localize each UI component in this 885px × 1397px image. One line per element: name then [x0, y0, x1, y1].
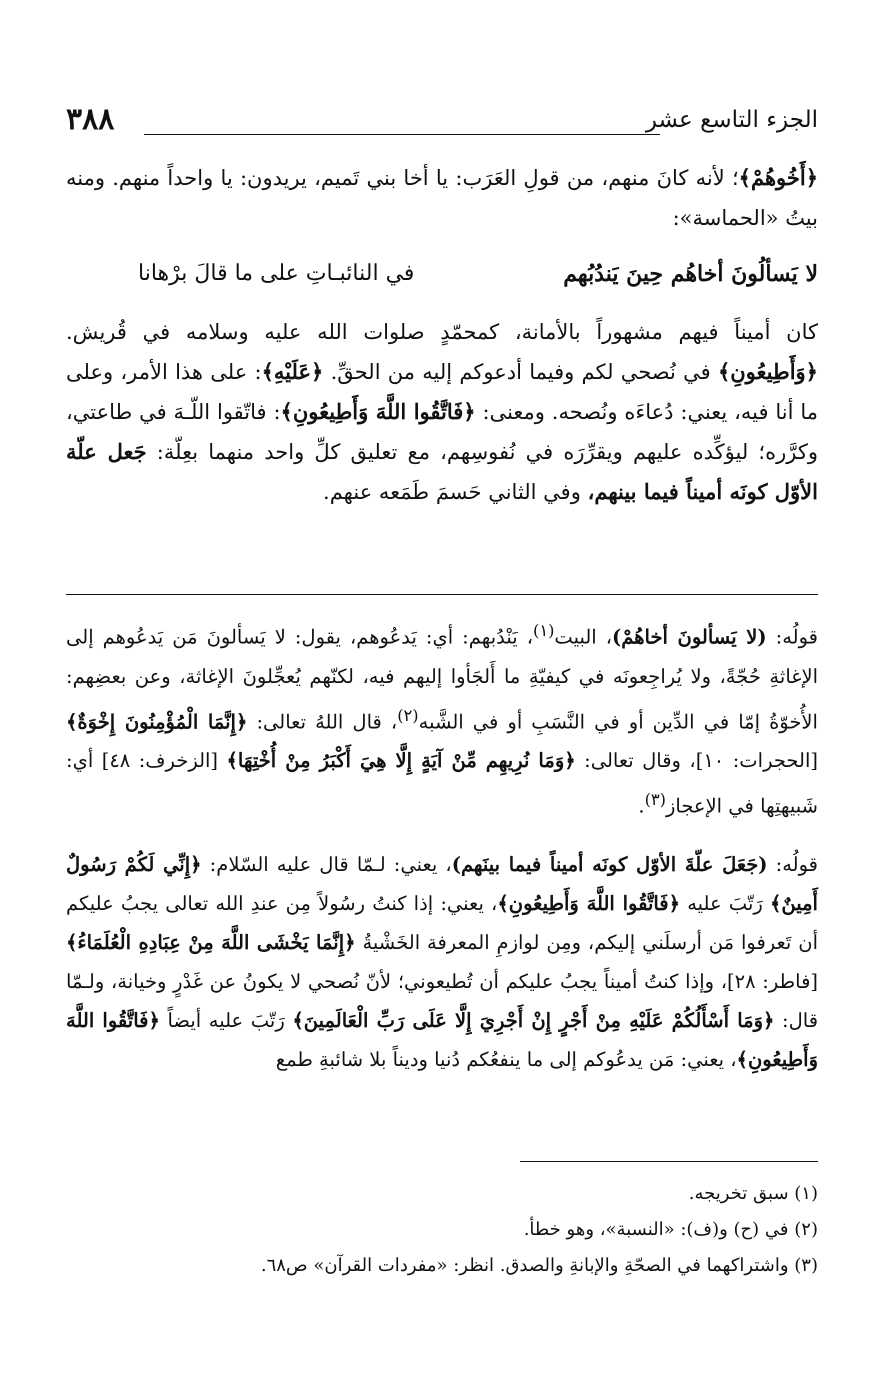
gloss-paragraph-2: [66, 845, 818, 1079]
text-run: [الحجرات: ١٠]، وقال تعالى:: [584, 749, 818, 772]
text-run: ، يعني: إذا كنتُ رسُولاً مِن عندِ الله تعالى يجبُ عليكم أن تَعرفوا مَن أرسلَني إليكم، ومِن لوازمِ المعرفة الخَشْيةُ: [66, 892, 818, 954]
footnote-ref[interactable]: (١): [533, 621, 555, 640]
gloss-paragraph-1: [66, 611, 818, 826]
text-run: ، البيت: [554, 625, 613, 649]
footnote-item: [66, 1212, 818, 1248]
text-run: قولُه:: [775, 625, 818, 649]
footnote-number: (٢): [794, 1219, 818, 1240]
text-run: قولُه:: [775, 853, 819, 876]
footnote-text: سبق تخريجه.: [688, 1183, 789, 1204]
quran-quote: ﴿إِنَّمَا يَخْشَى اللَّهَ مِنْ عِبَادِهِ الْعُلَمَاءُ﴾: [66, 931, 356, 954]
footnote-ref[interactable]: (٢): [397, 705, 419, 725]
quran-quote: ﴿إِنِّي لَكُمْ رَسُولٌ أَمِينٌ﴾: [66, 853, 818, 915]
footnote-number: (٣): [794, 1255, 818, 1276]
running-header: [66, 100, 818, 144]
quoted-lemma: (لا يَسألونَ أخاهُمْ): [612, 625, 767, 649]
running-title: الجزء التاسع عشر: [645, 107, 818, 133]
footnote-number: (١): [794, 1183, 818, 1204]
footnote-text: واشتراكهما في الصحّةِ والإبانةِ والصدق. انظر: «مفردات القرآن» ص٦٨.: [260, 1255, 789, 1276]
text-run: ؛ لأنه كانَ منهم، من قولِ العَرَب: يا أخا بني تَميم، يريدون: يا واحداً منهم. ومنه بيتُ «الحماسة»:: [66, 166, 818, 230]
verse-hemistich-second: في النائبـاتِ على ما قالَ برْهانا: [138, 261, 415, 286]
text-run: : على هذا الأمر، وعلى ما أنا فيه، يعني: دُعاءَه ونُصحه. ومعنى:: [66, 360, 818, 424]
footnote-text: في (ح) و(ف): «النسبة»، وهو خطأ.: [523, 1219, 789, 1240]
poetry-verse: [66, 246, 818, 302]
verse-hemistich-first: لا يَسألُونَ أخاهُم حِينَ يَندُبُهم: [563, 261, 818, 287]
text-run: : فاتّقوا اللّـهَ في طاعتي، وكرَّره؛ ليؤكِّده عليهم ويقرِّرَه في نُفوسِهم، مع تعليق كلِّ واحد منهما بعِلّة:: [66, 400, 818, 464]
quran-quote: ﴿أَخُوهُمْ﴾: [738, 165, 818, 190]
footnotes: [66, 1176, 818, 1284]
footnote-separator: [520, 1161, 818, 1162]
emphasized-phrase: جَعل علّة الأوّل كونَه أميناً فيما بينهم،: [66, 439, 818, 504]
quran-quote: ﴿وَمَا نُرِيهِم مِّنْ آيَةٍ إِلَّا هِيَ أَكْبَرُ مِنْ أُخْتِهَا﴾: [226, 749, 576, 772]
text-run: ، يَنْدُبهم: أي: يَدعُوهم، يقول: لا يَسألونَ مَن يَدعُوهم إلى الإغاثةِ حُجّةً، ولا يُراجِعونَه في كيفيّةِ ما أَلجَأوا إليهم فيه، لكنّهم يُعجِّلونَ الإغاثة، وعن بعضِهم: الأُخوّةُ إمّا في الدِّين أو في النَّسَبِ أو في الشَّبه: [66, 625, 818, 733]
quran-quote: ﴿فَاتَّقُوا اللَّهَ وَأَطِيعُونِ﴾: [280, 399, 476, 424]
commentary-text: [66, 158, 818, 512]
quran-quote: ﴿عَلَيْهِ﴾: [261, 359, 324, 384]
section-separator: [66, 594, 818, 595]
text-run: كان أميناً فيهم مشهوراً بالأمانة، كمحمّدٍ صلوات الله عليه وسلامه في قُريش.: [66, 320, 818, 344]
quran-quote: ﴿فَاتَّقُوا اللَّهَ وَأَطِيعُونِ﴾: [497, 892, 681, 915]
commentary-paragraph-2: [66, 312, 818, 512]
text-run: .: [638, 794, 645, 818]
text-run: [فاطر: ٢٨]، وإذا كنتُ أميناً يجبُ عليكم أن تُطيعوني؛ لأنّ نُصحي لا يكونُ عن غَدْرٍ وخيانة، ولـمّا قال:: [66, 970, 819, 1032]
page-number: ٣٨٨: [66, 102, 115, 137]
header-rule: [144, 134, 660, 135]
text-run: [الزخرف: ٤٨] أي: شَبيهتِها في الإعجاز: [66, 749, 818, 818]
text-run: ، يعني: مَن يدعُوكم إلى ما ينفعُكم دُنيا وديناً بلا شائبةِ طمع: [275, 1048, 737, 1071]
text-run: ، يعني: لـمّا قال عليه السّلام:: [209, 853, 452, 876]
footnote-item: [66, 1176, 818, 1212]
text-run: رَتّبَ عليه أيضاً: [167, 1009, 285, 1032]
quran-quote: ﴿وَمَا أَسْأَلُكُمْ عَلَيْهِ مِنْ أَجْرٍ إِنْ أَجْرِيَ إِلَّا عَلَى رَبِّ الْعَالَمِينَ﴾: [292, 1009, 775, 1032]
quran-quote: ﴿فَاتَّقُوا اللَّهَ وَأَطِيعُونِ﴾: [66, 1009, 818, 1071]
footnote-item: [66, 1248, 818, 1284]
quran-quote: ﴿وَأَطِيعُونِ﴾: [717, 359, 818, 384]
footnote-ref[interactable]: (٣): [644, 790, 666, 809]
commentary-paragraph-1: [66, 158, 818, 238]
text-run: في نُصحي لكم وفيما أدعوكم إليه من الحقِّ.: [330, 360, 711, 384]
quoted-lemma: (جَعَلَ علّةَ الأوّل كونَه أميناً فيما بينَهم): [451, 853, 768, 876]
text-run: وفي الثاني حَسمَ طَمَعه عنهم.: [323, 480, 581, 504]
text-run: رَتّبَ عليه: [687, 892, 763, 915]
quran-quote: ﴿إِنَّمَا الْمُؤْمِنُونَ إِخْوَةٌ﴾: [66, 710, 248, 733]
text-run: ، قال اللهُ تعالى:: [256, 710, 398, 733]
